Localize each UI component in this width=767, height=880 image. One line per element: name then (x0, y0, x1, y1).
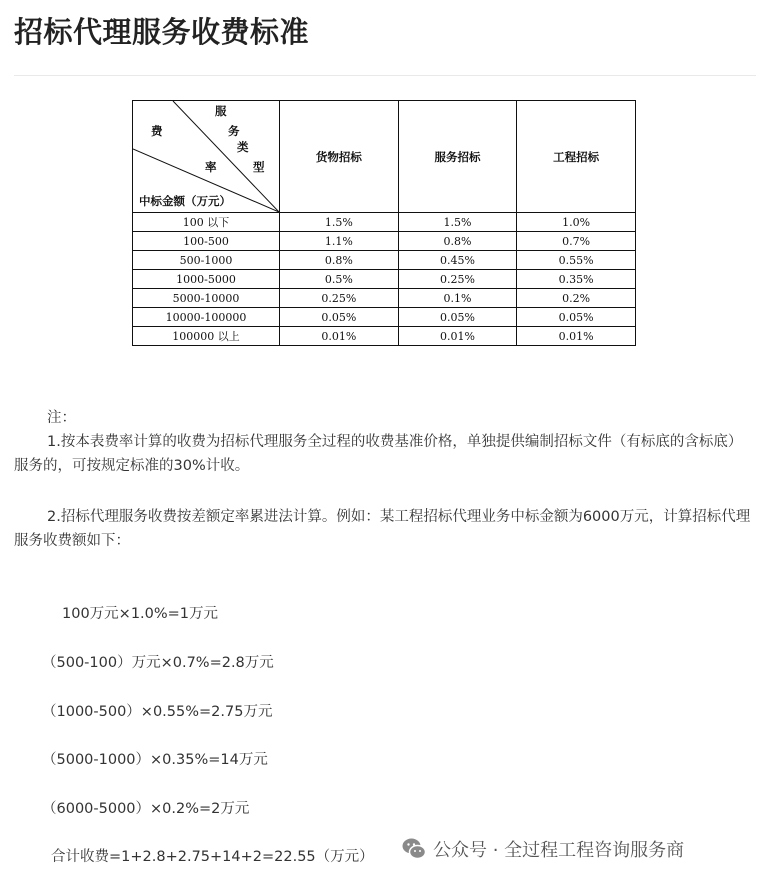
table-row (133, 213, 636, 232)
corner-label-fu: 服 (215, 104, 227, 118)
note-paragraph-2: 2.招标代理服务收费按差额定率累进法计算。例如：某工程招标代理业务中标金额为6000万元，计算招标代理服务收费额如下： (14, 509, 751, 549)
range-cell: 1000-5000 (133, 270, 280, 289)
calc-line-2: （500-100）万元×0.7%=2.8万元 (42, 655, 274, 671)
engineering-rate: 0.7% (517, 232, 636, 251)
goods-rate: 0.01% (280, 327, 399, 346)
calc-line-1: 100万元×1.0%=1万元 (62, 606, 219, 622)
notes-heading-text: 注： (47, 410, 76, 426)
goods-rate: 0.8% (280, 251, 399, 270)
engineering-rate: 0.35% (517, 270, 636, 289)
range-cell: 100 以下 (133, 213, 280, 232)
watermark-text: 公众号 · 全过程工程咨询服务商 (433, 840, 685, 861)
range-cell: 5000-10000 (133, 289, 280, 308)
table-row (133, 289, 636, 308)
calc-line-3: （1000-500）×0.55%=2.75万元 (42, 704, 273, 720)
wechat-icon (401, 836, 427, 862)
corner-label-fei: 费 (151, 124, 163, 138)
engineering-rate: 1.0% (517, 213, 636, 232)
table-row (133, 327, 636, 346)
note-paragraph-1: 1.按本表费率计算的收费为招标代理服务全过程的收费基准价格，单独提供编制招标文件（有标底的含标底）服务的，可按规定标准的30%计收。 (14, 434, 743, 474)
table-row (133, 232, 636, 251)
range-cell: 10000-100000 (133, 308, 280, 327)
table-row (133, 270, 636, 289)
service-rate: 0.8% (398, 232, 517, 251)
engineering-rate: 0.2% (517, 289, 636, 308)
corner-label-lei: 类 (237, 140, 249, 154)
page-title: 招标代理服务收费标准 (14, 15, 310, 49)
calc-line-4: （5000-1000）×0.35%=14万元 (42, 752, 268, 768)
service-rate: 1.5% (398, 213, 517, 232)
range-cell: 500-1000 (133, 251, 280, 270)
table-header-row (133, 101, 636, 213)
rate-table (132, 100, 636, 346)
engineering-rate: 0.55% (517, 251, 636, 270)
goods-rate: 1.5% (280, 213, 399, 232)
header-engineering: 工程招标 (517, 101, 636, 213)
service-rate: 0.45% (398, 251, 517, 270)
header-goods: 货物招标 (280, 101, 399, 213)
goods-rate: 0.25% (280, 289, 399, 308)
service-rate: 0.01% (398, 327, 517, 346)
goods-rate: 1.1% (280, 232, 399, 251)
goods-rate: 0.05% (280, 308, 399, 327)
corner-label-amount: 中标金额（万元） (139, 194, 231, 208)
engineering-rate: 0.01% (517, 327, 636, 346)
notes-heading (14, 406, 756, 430)
corner-label-xing: 型 (253, 160, 265, 174)
header-service: 服务招标 (398, 101, 517, 213)
corner-label-wu: 务 (228, 124, 240, 138)
table-row (133, 251, 636, 270)
wechat-watermark (401, 836, 684, 862)
service-rate: 0.05% (398, 308, 517, 327)
table-row (133, 308, 636, 327)
range-cell: 100000 以上 (133, 327, 280, 346)
range-cell: 100-500 (133, 232, 280, 251)
goods-rate: 0.5% (280, 270, 399, 289)
calc-line-5: （6000-5000）×0.2%=2万元 (42, 801, 250, 817)
service-rate: 0.1% (398, 289, 517, 308)
calc-total: 合计收费=1+2.8+2.75+14+2=22.55（万元） (51, 849, 374, 865)
corner-header-cell (133, 101, 280, 213)
title-divider (14, 75, 756, 76)
corner-label-lv: 率 (205, 160, 217, 174)
service-rate: 0.25% (398, 270, 517, 289)
engineering-rate: 0.05% (517, 308, 636, 327)
